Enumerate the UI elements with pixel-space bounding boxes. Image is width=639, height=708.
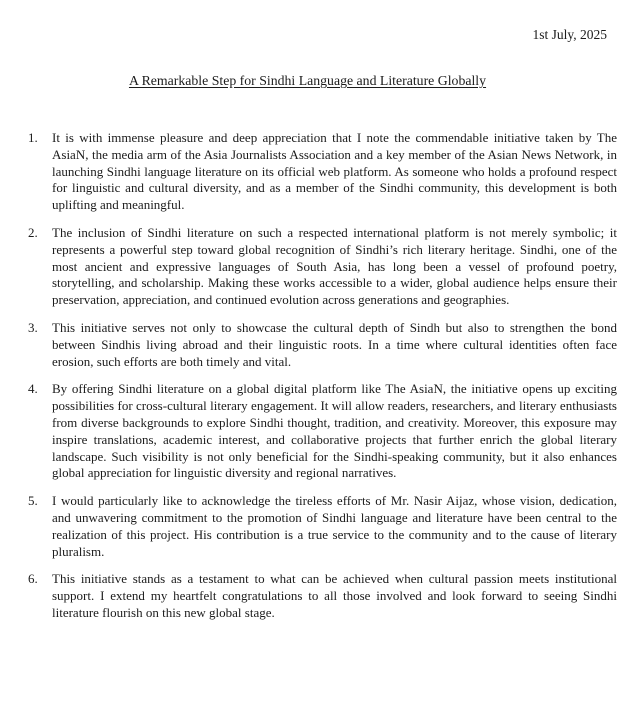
paragraph-text: This initiative stands as a testament to what can be achieved when cultural passion meets institutional support. I extend my heartfelt congratulations to all those involved and look forward to seeing Sindhi literature flourish on this new global stage. — [52, 571, 617, 620]
paragraph-list — [28, 130, 617, 622]
paragraph-number: 1. — [28, 130, 38, 145]
paragraph-item — [28, 225, 617, 309]
paragraph-item — [28, 493, 617, 560]
paragraph-number: 5. — [28, 493, 38, 509]
paragraph-number: 2. — [28, 224, 38, 240]
paragraph-text: This initiative serves not only to showcase the cultural depth of Sindh but also to strengthen the bond between Sindhis living abroad and their linguistic roots. In a time where cultural identities often face erosion, such efforts are both timely and vital. — [52, 319, 617, 369]
paragraph-item — [28, 130, 617, 214]
paragraph-number: 6. — [28, 571, 38, 587]
paragraph-number: 3. — [28, 319, 38, 335]
paragraph-text: By offering Sindhi literature on a global digital platform like The AsiaN, the initiative opens up exciting possibilities for cross-cultural literary engagement. It will allow readers, researchers, and literary enthusiasts from diverse backgrounds to explore Sindhi thought, tradition, and creativity. Moreover, this exposure may inspire translations, academic interest, and collaborative projects that further enrich the global literary landscape. Such visibility is not only beneficial for the Sindhi-speaking community, but it also enhances global appreciation for linguistic diversity and regional narratives. — [52, 381, 617, 481]
paragraph-item — [28, 381, 617, 482]
paragraph-item — [28, 571, 617, 621]
document-title: A Remarkable Step for Sindhi Language and Literature Globally — [128, 73, 487, 88]
document-date: 1st July, 2025 — [532, 27, 607, 42]
paragraph-item — [28, 320, 617, 370]
paragraph-text: It is with immense pleasure and deep appreciation that I note the commendable initiative taken by The AsiaN, the media arm of the Asia Journalists Association and a key member of the Asian News Network, in launching Sindhi language literature on its official web platform. As someone who holds a profound respect for linguistic and cultural diversity, and as a member of the Sindhi community, this development is both uplifting and meaningful. — [52, 130, 617, 213]
paragraph-text: I would particularly like to acknowledge the tireless efforts of Mr. Nasir Aijaz, whose vision, dedication, and unwavering commitment to the promotion of Sindhi language and literature have been central to the realization of this project. His contribution is a true service to the community and to the cause of literary pluralism. — [52, 493, 617, 559]
paragraph-text: The inclusion of Sindhi literature on such a respected international platform is not merely symbolic; it represents a powerful step toward global recognition of Sindhi’s rich literary heritage. Sindhi, one of the most ancient and expressive languages of South Asia, has long been a vessel of profound poetry, storytelling, and scholarship. Making these works accessible to a wider, global audience helps ensure their preservation, appreciation, and continued evolution across generations and geographies. — [52, 224, 617, 308]
paragraph-number: 4. — [28, 381, 38, 397]
